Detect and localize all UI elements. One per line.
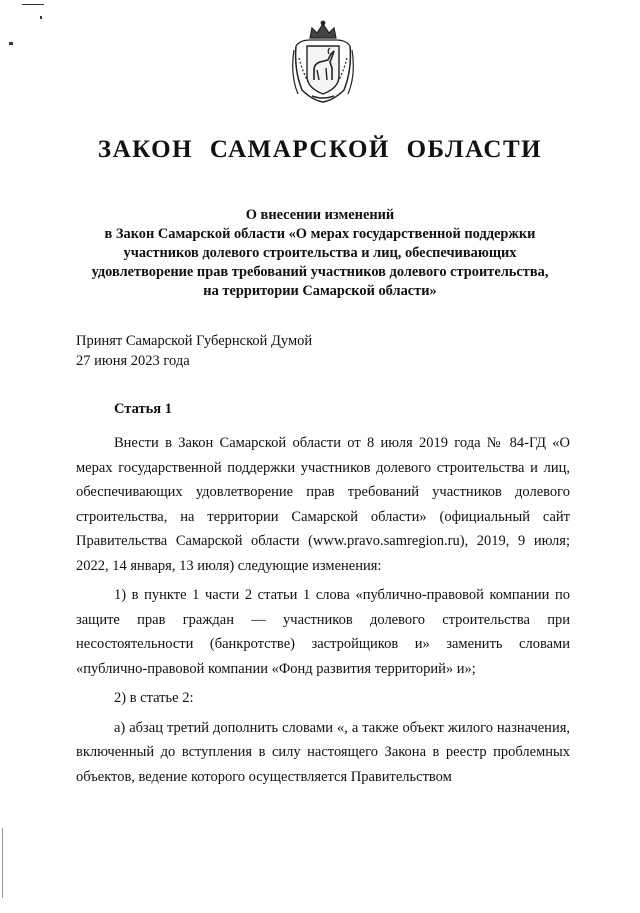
subject-line: участников долевого строительства и лиц, обеспечивающих xyxy=(123,245,517,261)
adopted-date: 27 июня 2023 года xyxy=(76,353,190,369)
scan-mark xyxy=(22,4,44,5)
scan-mark xyxy=(9,42,13,45)
subject-line: удовлетворение прав требований участников долевого строительства, xyxy=(91,264,549,280)
subject-line: на территории Самарской области» xyxy=(203,283,437,299)
law-title: ЗАКОН САМАРСКОЙ ОБЛАСТИ xyxy=(97,136,543,163)
samara-region-coat-of-arms-icon xyxy=(290,20,356,104)
paragraph: 2) в статье 2: xyxy=(114,690,194,706)
law-subject xyxy=(40,206,600,301)
scan-mark xyxy=(40,16,42,19)
adopted-by: Принят Самарской Губернской Думой xyxy=(76,333,313,349)
paragraph: Внести в Закон Самарской области от 8 июля 2019 года № 84-ГД «О мерах государственной поддержки участников долевого строительства и лиц, обеспечивающих удовлетворение прав требований участников долевого строительства, на территории Самарской области» (официальный сайт Правительства Самарской области (www.pravo.samregion.ru), 2019, 9 июля; 2022, 14 января, 13 июля) следующие изменения: xyxy=(76,435,570,574)
subject-line: в Закон Самарской области «О мерах государственной поддержки xyxy=(104,226,536,242)
article-body xyxy=(76,431,570,789)
subject-line: О внесении изменений xyxy=(245,207,395,223)
paragraph: а) абзац третий дополнить словами «, а также объект жилого назначения, включенный до вступления в силу настоящего Закона в реестр проблемных объектов, ведение которого осуществляется Правительством xyxy=(76,719,570,785)
scan-mark xyxy=(2,828,3,898)
paragraph: 1) в пункте 1 части 2 статьи 1 слова «публично-правовой компании по защите прав граждан — участников долевого строительства при несостоятельности (банкротстве) застройщиков и» заменить словами «публично-правовой компании «Фонд развития территорий» и»; xyxy=(76,587,570,677)
adoption-info xyxy=(76,331,312,371)
article-heading: Статья 1 xyxy=(114,401,172,417)
